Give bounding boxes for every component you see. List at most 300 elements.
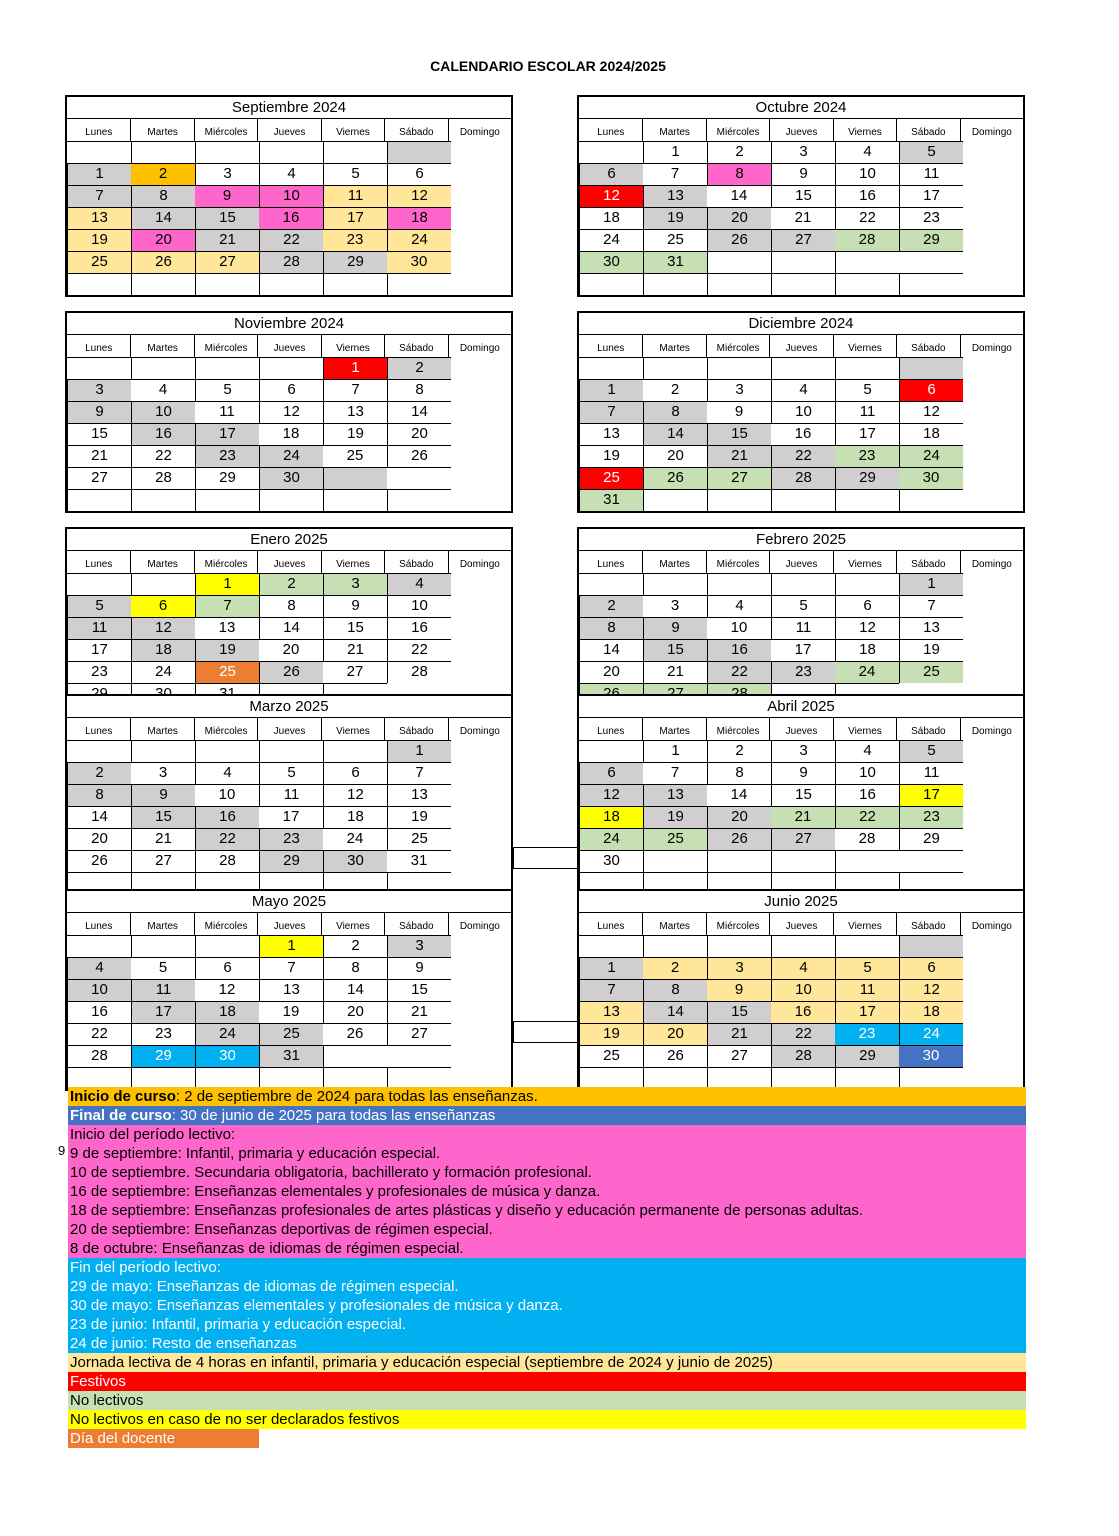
- empty-cell: [643, 357, 707, 379]
- weekday-label: Sábado: [896, 119, 959, 141]
- empty-cell: [835, 489, 899, 511]
- day-cell: 10: [707, 617, 771, 639]
- empty-cell: [771, 850, 835, 872]
- day-cell: 23: [835, 445, 899, 467]
- day-cell: 18: [579, 806, 643, 828]
- empty-cell: [131, 740, 195, 762]
- month-calendar: [65, 889, 513, 1091]
- day-cell: 7: [579, 979, 643, 1001]
- empty-cell: [513, 1021, 577, 1043]
- day-cell: 3: [131, 762, 195, 784]
- empty-cell: [771, 935, 835, 957]
- day-cell: 7: [643, 163, 707, 185]
- empty-cell: [67, 935, 131, 957]
- day-cell: 1: [259, 935, 323, 957]
- empty-cell: [707, 1067, 771, 1089]
- day-cell: 25: [195, 661, 259, 683]
- weekday-label: Domingo: [960, 335, 1023, 357]
- day-cell: 28: [387, 661, 451, 683]
- day-cell: 12: [579, 185, 643, 207]
- day-cell: 19: [259, 1001, 323, 1023]
- day-cell: 28: [259, 251, 323, 273]
- day-cell: 2: [579, 595, 643, 617]
- day-cell: 12: [899, 401, 963, 423]
- day-cell: 14: [643, 423, 707, 445]
- day-cell: 12: [323, 784, 387, 806]
- day-cell: 3: [387, 935, 451, 957]
- day-cell: 16: [771, 1001, 835, 1023]
- weekday-label: Martes: [130, 119, 193, 141]
- day-cell: 6: [259, 379, 323, 401]
- day-cell: 26: [707, 229, 771, 251]
- day-cell: 8: [707, 762, 771, 784]
- day-cell: 17: [771, 639, 835, 661]
- empty-cell: [707, 935, 771, 957]
- day-cell: 9: [323, 595, 387, 617]
- day-cell: 12: [899, 979, 963, 1001]
- day-cell: 13: [67, 207, 131, 229]
- weekday-label: Domingo: [448, 718, 511, 740]
- weekday-label: Miércoles: [706, 718, 769, 740]
- weekday-label: Viernes: [833, 551, 896, 573]
- legend-final-label: Final de curso: [70, 1107, 172, 1124]
- day-cell: 24: [835, 661, 899, 683]
- day-cell: 18: [835, 639, 899, 661]
- weekday-label: Jueves: [257, 718, 320, 740]
- empty-cell: [323, 489, 387, 511]
- month-calendar: [65, 311, 513, 513]
- day-cell: 27: [195, 251, 259, 273]
- weekday-label: Jueves: [769, 119, 832, 141]
- day-cell: 17: [323, 207, 387, 229]
- day-cell: 15: [771, 784, 835, 806]
- day-cell: 17: [259, 806, 323, 828]
- legend-jornada: Jornada lectiva de 4 horas en infantil, primaria y educación especial (septiembre de 2024 y junio de 2025): [68, 1353, 1026, 1372]
- day-cell: 13: [259, 979, 323, 1001]
- empty-cell: [579, 1067, 643, 1089]
- weekday-label: Domingo: [960, 913, 1023, 935]
- empty-cell: [323, 1045, 387, 1067]
- day-cell: 26: [259, 661, 323, 683]
- day-cell: 1: [899, 573, 963, 595]
- day-cell: 30: [579, 251, 643, 273]
- empty-cell: [643, 935, 707, 957]
- day-cell: 31: [579, 489, 643, 511]
- day-cell: 23: [259, 828, 323, 850]
- day-cell: 23: [899, 207, 963, 229]
- day-cell: 6: [899, 957, 963, 979]
- day-cell: 20: [259, 639, 323, 661]
- day-cell: 23: [771, 661, 835, 683]
- day-cell: 26: [643, 1045, 707, 1067]
- weekday-label: Domingo: [448, 913, 511, 935]
- day-cell: 1: [579, 957, 643, 979]
- day-cell: 25: [643, 828, 707, 850]
- weekday-label: Domingo: [960, 551, 1023, 573]
- empty-cell: [323, 273, 387, 295]
- empty-cell: [771, 273, 835, 295]
- day-cell: 14: [579, 639, 643, 661]
- weekday-header: [67, 119, 511, 141]
- weekday-header: [67, 913, 511, 935]
- weekday-label: Viernes: [321, 551, 384, 573]
- day-cell: 23: [67, 661, 131, 683]
- legend-fin-lectivo-line: Fin del período lectivo:: [70, 1259, 221, 1276]
- day-cell: 26: [323, 1023, 387, 1045]
- day-cell: 18: [899, 1001, 963, 1023]
- day-cell: 14: [643, 1001, 707, 1023]
- day-cell: 29: [259, 850, 323, 872]
- day-cell: 16: [131, 423, 195, 445]
- weekday-header: [579, 335, 1023, 357]
- empty-cell: [67, 740, 131, 762]
- empty-cell: [131, 935, 195, 957]
- day-cell: 6: [323, 762, 387, 784]
- legend-inicio-label: Inicio de curso: [70, 1088, 176, 1105]
- day-cell: 26: [707, 828, 771, 850]
- day-cell: 22: [771, 445, 835, 467]
- day-cell: 15: [771, 185, 835, 207]
- empty-cell: [387, 489, 451, 511]
- empty-cell: [643, 850, 707, 872]
- day-cell: 8: [259, 595, 323, 617]
- weekday-label: Viernes: [321, 913, 384, 935]
- day-cell: 18: [387, 207, 451, 229]
- legend-festivos: Festivos: [68, 1372, 1026, 1391]
- day-cell: 3: [771, 141, 835, 163]
- empty-cell: [195, 740, 259, 762]
- day-cell: 30: [899, 1045, 963, 1067]
- day-cell: 30: [579, 850, 643, 872]
- day-cell: 4: [771, 379, 835, 401]
- day-cell: 4: [67, 957, 131, 979]
- day-cell: 5: [771, 595, 835, 617]
- day-cell: 31: [259, 1045, 323, 1067]
- day-cell: 11: [899, 163, 963, 185]
- day-cell: 15: [323, 617, 387, 639]
- empty-cell: [579, 740, 643, 762]
- day-cell: 1: [323, 357, 387, 379]
- month-calendar: [577, 95, 1025, 297]
- day-cell: 9: [707, 401, 771, 423]
- day-cell: 24: [131, 661, 195, 683]
- day-cell: 4: [259, 163, 323, 185]
- legend-inicio-lectivo-line: 18 de septiembre: Enseñanzas profesionales de artes plásticas y diseño y educación permanente de personas adultas.: [70, 1202, 863, 1219]
- day-cell: 9: [771, 762, 835, 784]
- day-cell: 15: [131, 806, 195, 828]
- day-cell: 11: [131, 979, 195, 1001]
- empty-cell: [643, 1067, 707, 1089]
- legend-final-text: : 30 de junio de 2025 para todas las enseñanzas: [171, 1107, 496, 1124]
- legend-fin-lectivo-line: 29 de mayo: Enseñanzas de idiomas de régimen especial.: [70, 1278, 459, 1295]
- weekday-label: Lunes: [597, 559, 625, 570]
- empty-cell: [67, 273, 131, 295]
- weekday-header: [67, 718, 511, 740]
- month-calendar: [65, 527, 513, 707]
- day-cell: 14: [259, 617, 323, 639]
- day-cell: 19: [899, 639, 963, 661]
- day-cell: 10: [259, 185, 323, 207]
- month-title: Diciembre 2024: [579, 313, 1023, 335]
- day-cell: 7: [259, 957, 323, 979]
- weekday-label: Jueves: [257, 335, 320, 357]
- day-grid: [67, 573, 511, 705]
- empty-cell: [195, 273, 259, 295]
- weekday-label: Domingo: [448, 551, 511, 573]
- day-cell: 18: [579, 207, 643, 229]
- day-cell: 19: [195, 639, 259, 661]
- day-cell: 3: [67, 379, 131, 401]
- weekday-label: Lunes: [597, 127, 625, 138]
- weekday-label: Sábado: [896, 718, 959, 740]
- day-cell: 18: [195, 1001, 259, 1023]
- empty-cell: [259, 141, 323, 163]
- day-cell: 9: [643, 617, 707, 639]
- page-title: CALENDARIO ESCOLAR 2024/2025: [430, 58, 666, 74]
- day-cell: 25: [579, 467, 643, 489]
- day-cell: 15: [67, 423, 131, 445]
- day-cell: 21: [771, 806, 835, 828]
- day-cell: 27: [323, 661, 387, 683]
- day-cell: 22: [259, 229, 323, 251]
- day-cell: 7: [323, 379, 387, 401]
- day-cell: 2: [387, 357, 451, 379]
- day-cell: 10: [771, 979, 835, 1001]
- day-cell: 21: [195, 229, 259, 251]
- day-cell: 20: [579, 661, 643, 683]
- day-cell: 10: [771, 401, 835, 423]
- day-cell: 29: [323, 251, 387, 273]
- day-cell: 2: [707, 740, 771, 762]
- day-cell: 27: [771, 229, 835, 251]
- empty-cell: [643, 489, 707, 511]
- empty-cell: [387, 1045, 451, 1067]
- day-cell: 6: [131, 595, 195, 617]
- weekday-label: Martes: [130, 718, 193, 740]
- weekday-header: [67, 335, 511, 357]
- empty-cell: [67, 141, 131, 163]
- day-cell: 29: [131, 1045, 195, 1067]
- day-cell: 5: [67, 595, 131, 617]
- day-cell: 24: [323, 828, 387, 850]
- day-cell: 14: [707, 784, 771, 806]
- day-cell: 10: [67, 979, 131, 1001]
- month-calendar: [65, 95, 513, 297]
- day-cell: 30: [899, 467, 963, 489]
- day-cell: 29: [835, 467, 899, 489]
- day-cell: 28: [771, 1045, 835, 1067]
- day-cell: 24: [579, 828, 643, 850]
- weekday-header: [579, 119, 1023, 141]
- day-cell: 21: [323, 639, 387, 661]
- day-cell: 7: [387, 762, 451, 784]
- day-cell: 30: [387, 251, 451, 273]
- day-cell: 21: [131, 828, 195, 850]
- day-cell: 10: [387, 595, 451, 617]
- weekday-label: Viernes: [833, 119, 896, 141]
- day-cell: 27: [707, 1045, 771, 1067]
- empty-cell: [707, 573, 771, 595]
- legend-inicio-text: : 2 de septiembre de 2024 para todas las enseñanzas.: [175, 1088, 538, 1105]
- legend-fin-lectivo-line: 24 de junio: Resto de enseñanzas: [70, 1335, 297, 1352]
- empty-cell: [771, 489, 835, 511]
- month-title: Octubre 2024: [579, 97, 1023, 119]
- day-grid: [67, 935, 511, 1089]
- day-cell: 11: [67, 617, 131, 639]
- day-cell: 8: [579, 617, 643, 639]
- day-cell: 6: [835, 595, 899, 617]
- day-cell: 13: [579, 423, 643, 445]
- day-cell: 22: [387, 639, 451, 661]
- day-cell: 17: [131, 1001, 195, 1023]
- weekday-label: Martes: [642, 718, 705, 740]
- day-cell: 7: [67, 185, 131, 207]
- day-cell: 28: [195, 850, 259, 872]
- day-cell: 21: [707, 1023, 771, 1045]
- day-cell: 1: [643, 740, 707, 762]
- day-cell: 30: [195, 1045, 259, 1067]
- day-cell: 8: [643, 401, 707, 423]
- legend-inicio-lectivo-line: 10 de septiembre. Secundaria obligatoria, bachillerato y formación profesional.: [70, 1164, 592, 1181]
- weekday-label: Martes: [130, 335, 193, 357]
- empty-cell: [195, 1067, 259, 1089]
- empty-cell: [771, 1067, 835, 1089]
- day-cell: 1: [579, 379, 643, 401]
- weekday-label: Viernes: [833, 913, 896, 935]
- weekday-label: Miércoles: [194, 551, 257, 573]
- day-cell: 13: [643, 185, 707, 207]
- day-cell: 19: [67, 229, 131, 251]
- day-cell: 26: [67, 850, 131, 872]
- weekday-label: Miércoles: [706, 119, 769, 141]
- day-cell: 4: [835, 141, 899, 163]
- day-grid: [67, 740, 511, 894]
- day-cell: 16: [835, 185, 899, 207]
- empty-cell: [323, 141, 387, 163]
- day-cell: 2: [67, 762, 131, 784]
- empty-cell: [899, 489, 963, 511]
- day-cell: 20: [643, 1023, 707, 1045]
- day-cell: 16: [195, 806, 259, 828]
- empty-cell: [387, 1067, 451, 1089]
- legend-inicio-lectivo-line: 20 de septiembre: Enseñanzas deportivas de régimen especial.: [70, 1221, 493, 1238]
- empty-cell: [707, 489, 771, 511]
- day-cell: 1: [643, 141, 707, 163]
- day-cell: 20: [387, 423, 451, 445]
- weekday-label: Sábado: [896, 551, 959, 573]
- weekday-label: Jueves: [257, 913, 320, 935]
- day-grid: [579, 740, 1023, 894]
- day-cell: 16: [835, 784, 899, 806]
- weekday-label: Jueves: [769, 335, 832, 357]
- weekday-header: [67, 551, 511, 573]
- empty-cell: [131, 141, 195, 163]
- day-grid: [579, 573, 1023, 705]
- day-cell: 21: [707, 445, 771, 467]
- day-cell: 1: [67, 163, 131, 185]
- day-cell: 4: [707, 595, 771, 617]
- day-cell: 5: [835, 379, 899, 401]
- weekday-label: Martes: [642, 913, 705, 935]
- empty-cell: [387, 273, 451, 295]
- day-cell: 24: [579, 229, 643, 251]
- legend-inicio-lectivo-line: Inicio del período lectivo:: [70, 1126, 236, 1143]
- month-title: Septiembre 2024: [67, 97, 511, 119]
- day-cell: 22: [67, 1023, 131, 1045]
- day-cell: 13: [323, 401, 387, 423]
- day-cell: 6: [579, 762, 643, 784]
- weekday-header: [579, 551, 1023, 573]
- month-title: Abril 2025: [579, 696, 1023, 718]
- weekday-header: [579, 718, 1023, 740]
- empty-cell: [513, 847, 577, 869]
- month-title: Enero 2025: [67, 529, 511, 551]
- month-calendar: [577, 527, 1025, 707]
- empty-cell: [771, 357, 835, 379]
- day-cell: 5: [259, 762, 323, 784]
- weekday-label: Jueves: [769, 551, 832, 573]
- empty-cell: [835, 935, 899, 957]
- day-cell: 13: [643, 784, 707, 806]
- day-cell: 7: [195, 595, 259, 617]
- day-cell: 19: [323, 423, 387, 445]
- day-cell: 11: [771, 617, 835, 639]
- day-cell: 8: [67, 784, 131, 806]
- day-cell: 12: [131, 617, 195, 639]
- weekday-label: Martes: [642, 335, 705, 357]
- empty-cell: [707, 251, 771, 273]
- empty-cell: [899, 251, 963, 273]
- day-cell: 3: [323, 573, 387, 595]
- month-title: Noviembre 2024: [67, 313, 511, 335]
- day-cell: 4: [131, 379, 195, 401]
- day-cell: 29: [899, 229, 963, 251]
- day-cell: 25: [579, 1045, 643, 1067]
- weekday-label: Martes: [130, 913, 193, 935]
- day-cell: 3: [771, 740, 835, 762]
- day-cell: 1: [195, 573, 259, 595]
- day-cell: 3: [643, 595, 707, 617]
- day-cell: 5: [899, 740, 963, 762]
- day-cell: 29: [835, 1045, 899, 1067]
- empty-cell: [579, 935, 643, 957]
- day-cell: 16: [259, 207, 323, 229]
- empty-cell: [131, 357, 195, 379]
- weekday-label: Viernes: [833, 335, 896, 357]
- day-cell: 25: [67, 251, 131, 273]
- day-cell: 20: [707, 207, 771, 229]
- day-cell: 10: [835, 163, 899, 185]
- empty-cell: [835, 273, 899, 295]
- day-cell: 5: [835, 957, 899, 979]
- day-cell: 25: [259, 1023, 323, 1045]
- day-cell: 18: [131, 639, 195, 661]
- day-cell: 12: [579, 784, 643, 806]
- day-cell: 14: [387, 401, 451, 423]
- day-cell: 9: [131, 784, 195, 806]
- legend-inicio-lectivo-line: 16 de septiembre: Enseñanzas elementales y profesionales de música y danza.: [70, 1183, 601, 1200]
- weekday-label: Viernes: [321, 119, 384, 141]
- weekday-label: Viernes: [321, 335, 384, 357]
- empty-cell: [579, 273, 643, 295]
- weekday-label: Lunes: [597, 343, 625, 354]
- day-cell: 29: [899, 828, 963, 850]
- day-cell: 7: [579, 401, 643, 423]
- day-cell: 11: [259, 784, 323, 806]
- weekday-label: Sábado: [384, 718, 447, 740]
- month-title: Marzo 2025: [67, 696, 511, 718]
- day-cell: 1: [387, 740, 451, 762]
